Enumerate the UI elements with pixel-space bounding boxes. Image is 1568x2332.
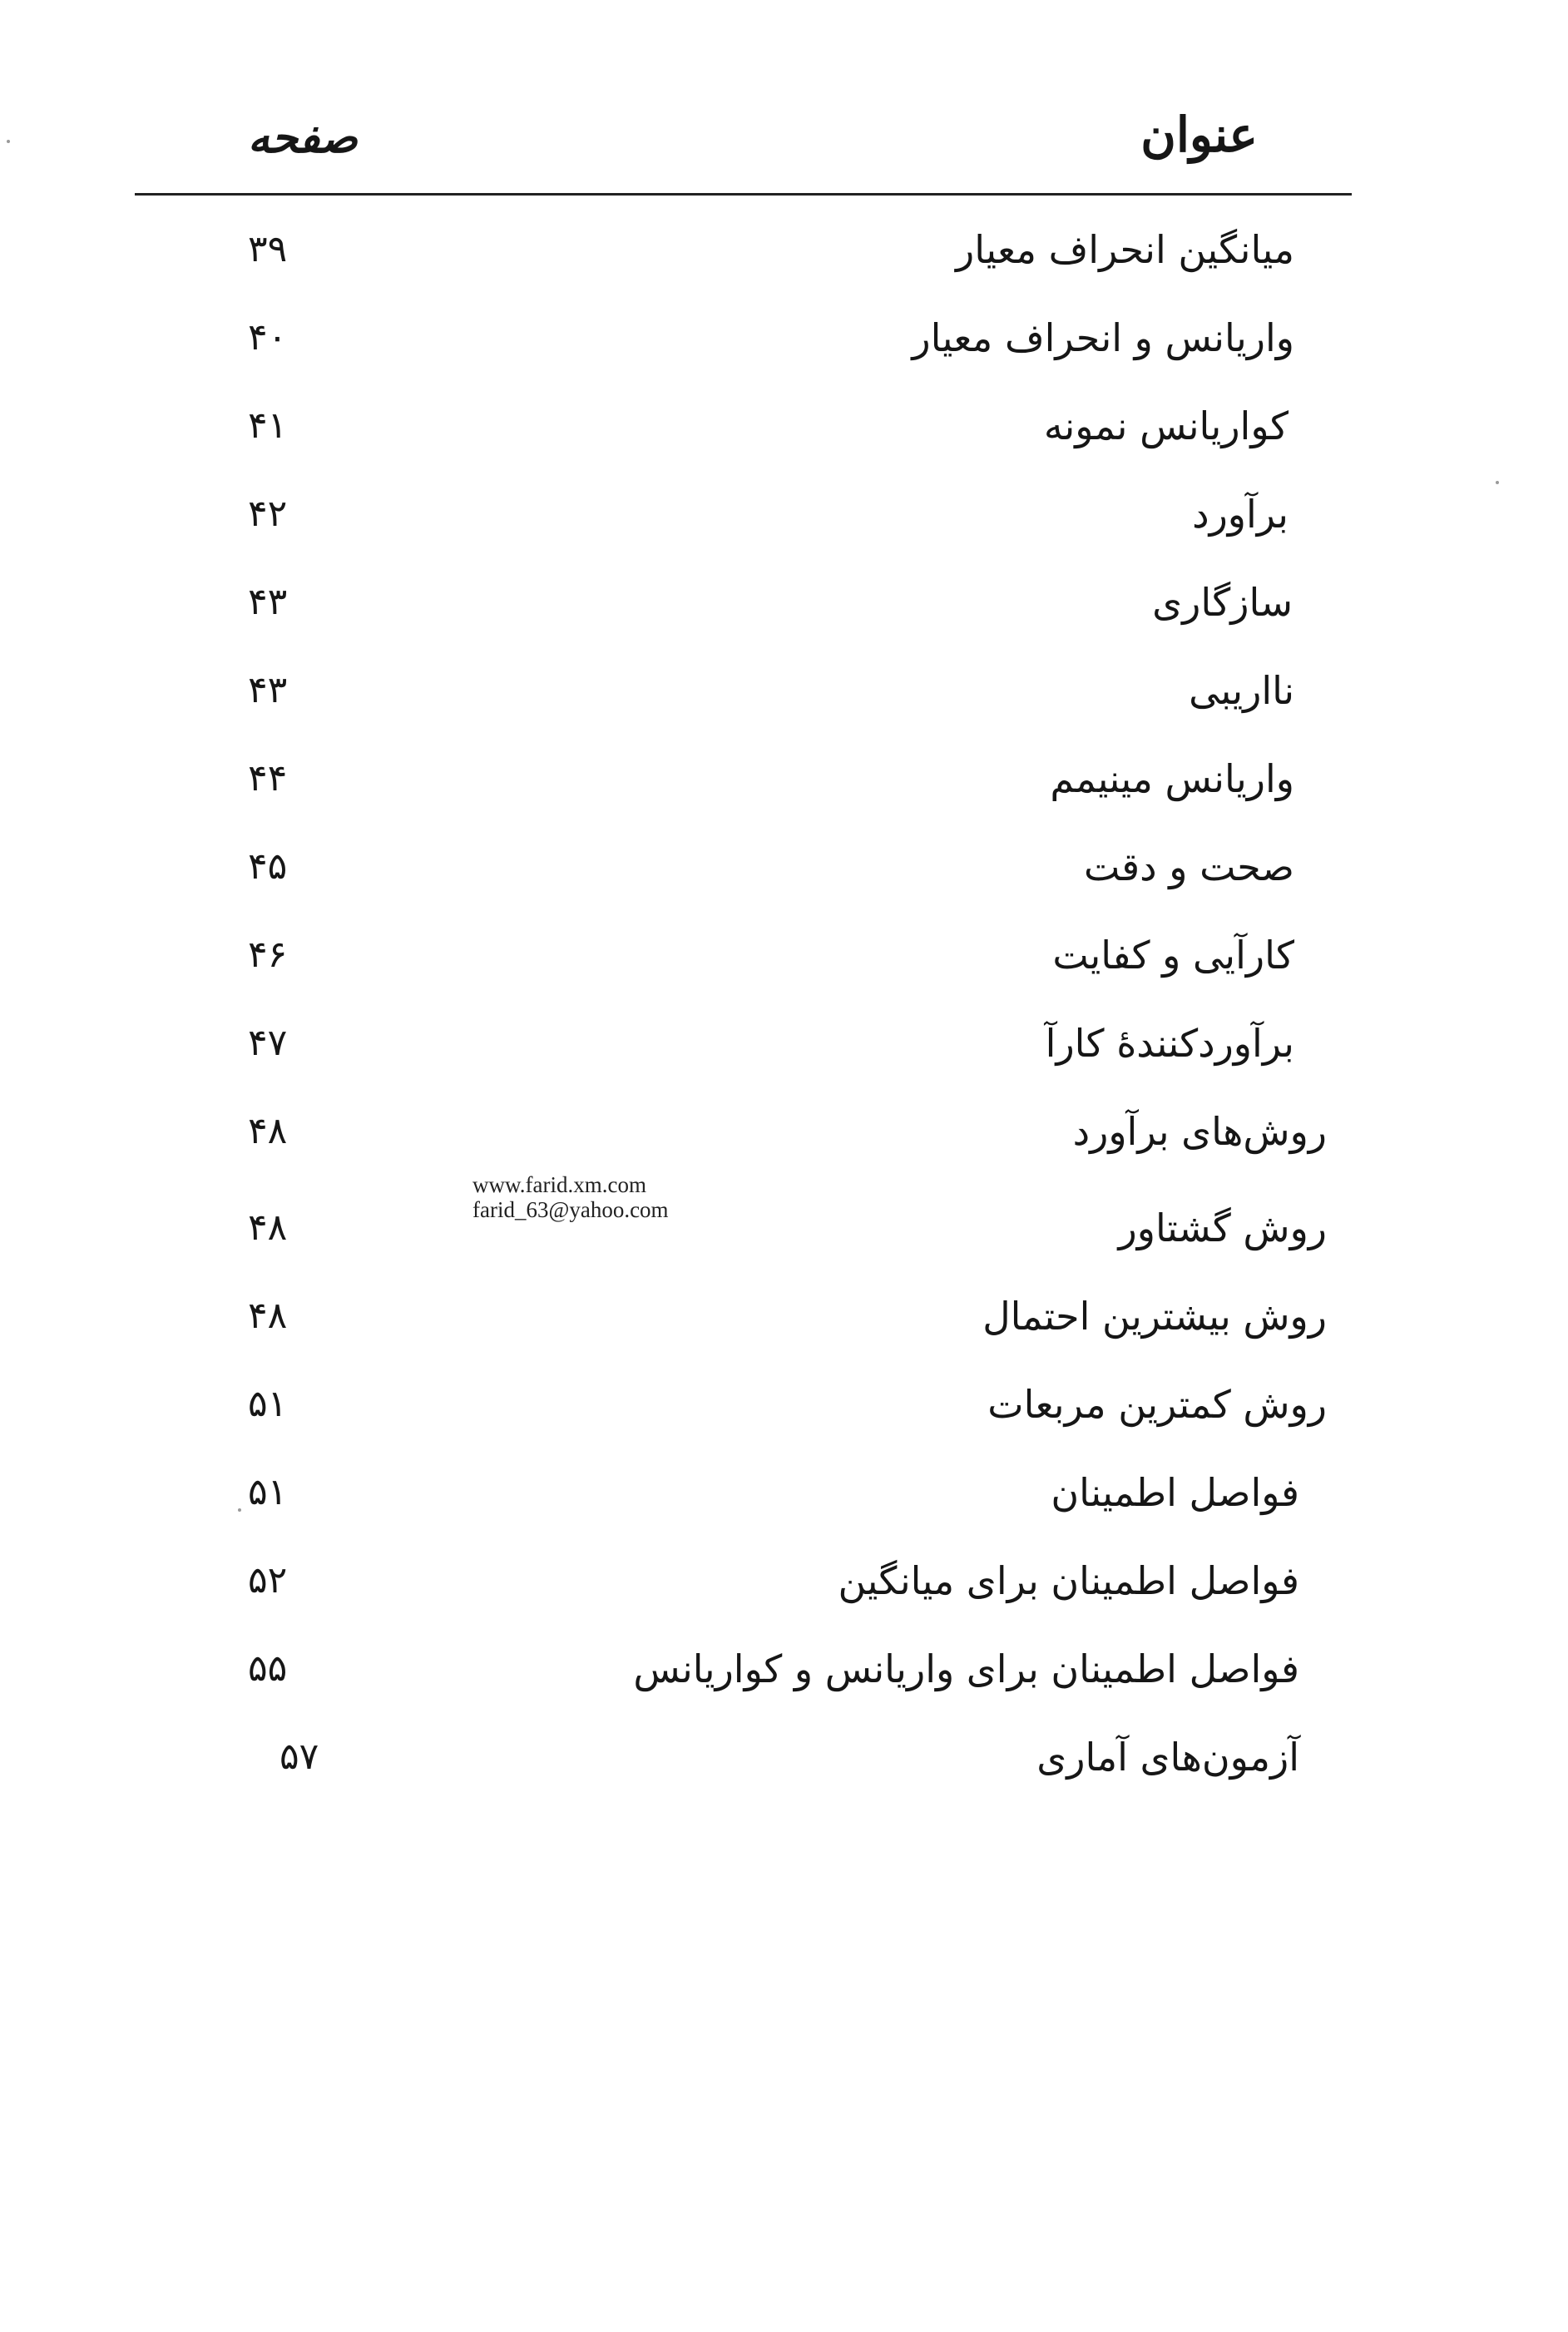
toc-row [0,1636,1568,1702]
toc-entry-page: ۴۳ [248,669,288,711]
toc-entry-title: آزمون‌های آماری [1036,1735,1299,1780]
toc-entry-page: ۵۲ [248,1559,288,1602]
toc-entry-title: نااریبی [1189,668,1294,713]
toc-entry-page: ۴۰ [248,316,288,359]
watermark-email: farid_63@yahoo.com [472,1197,669,1222]
toc-entry-title: میانگین انحراف معیار [956,227,1294,272]
scan-speck [238,1508,241,1512]
toc-row [0,1724,1568,1790]
toc-entry-title: سازگاری [1152,580,1293,625]
toc-entry-title: واریانس مینیمم [1050,756,1294,801]
toc-entry-page: ۴۳ [248,581,288,623]
toc-entry-title: برآورد [1192,492,1289,537]
toc-entry-title: روش بیشترین احتمال [982,1294,1327,1339]
toc-row [0,1098,1568,1165]
toc-entry-page: ۴۸ [248,1110,288,1152]
toc-entry-page: ۵۷ [279,1735,319,1778]
column-header-page: صفحه [248,112,358,163]
toc-row [0,1459,1568,1526]
toc-entry-page: ۳۹ [248,228,288,270]
toc-entry-title: فواصل اطمینان برای واریانس و کواریانس [633,1646,1299,1691]
toc-entry-title: روش گشتاور [1118,1206,1327,1250]
toc-row [0,745,1568,812]
watermark [472,1172,669,1222]
toc-entry-title: صحت و دقت [1083,844,1294,889]
toc-row [0,1010,1568,1077]
toc-entry-page: ۴۶ [248,933,288,976]
toc-entry-page: ۴۷ [248,1022,288,1064]
toc-row [0,1371,1568,1438]
toc-entry-page: ۴۵ [248,845,288,888]
toc-entry-title: فواصل اطمینان برای میانگین [838,1558,1299,1603]
toc-entry-page: ۵۵ [248,1647,288,1690]
toc-entry-page: ۵۱ [248,1383,288,1425]
toc-row [0,481,1568,547]
toc-row [0,304,1568,371]
toc-entry-page: ۴۸ [248,1206,288,1249]
toc-row [0,569,1568,636]
toc-row [0,657,1568,724]
toc-entry-page: ۴۸ [248,1295,288,1337]
toc-row [0,216,1568,283]
toc-entry-title: روش کمترین مربعات [987,1382,1327,1427]
watermark-website: www.farid.xm.com [472,1172,646,1197]
toc-row [0,393,1568,459]
toc-entry-page: ۴۲ [248,493,288,535]
toc-row [0,1283,1568,1349]
scan-speck [7,140,10,143]
column-header-title: عنوان [1140,106,1258,163]
toc-entry-title: فواصل اطمینان [1051,1470,1299,1515]
scan-speck [1496,481,1499,484]
toc-row [0,834,1568,900]
toc-entry-title: کارآیی و کفایت [1052,933,1294,978]
toc-entry-page: ۴۴ [248,757,288,800]
toc-row [0,1195,1568,1261]
toc-entry-title: روش‌های برآورد [1072,1109,1327,1154]
toc-row [0,1547,1568,1614]
toc-entry-title: کواریانس نمونه [1043,404,1289,448]
toc-entry-title: واریانس و انحراف معیار [912,315,1294,360]
toc-entry-page: ۵۱ [248,1471,288,1513]
toc-entry-page: ۴۱ [248,404,288,447]
toc-entry-title: برآوردکنندهٔ کارآ [1045,1021,1294,1066]
toc-row [0,922,1568,988]
